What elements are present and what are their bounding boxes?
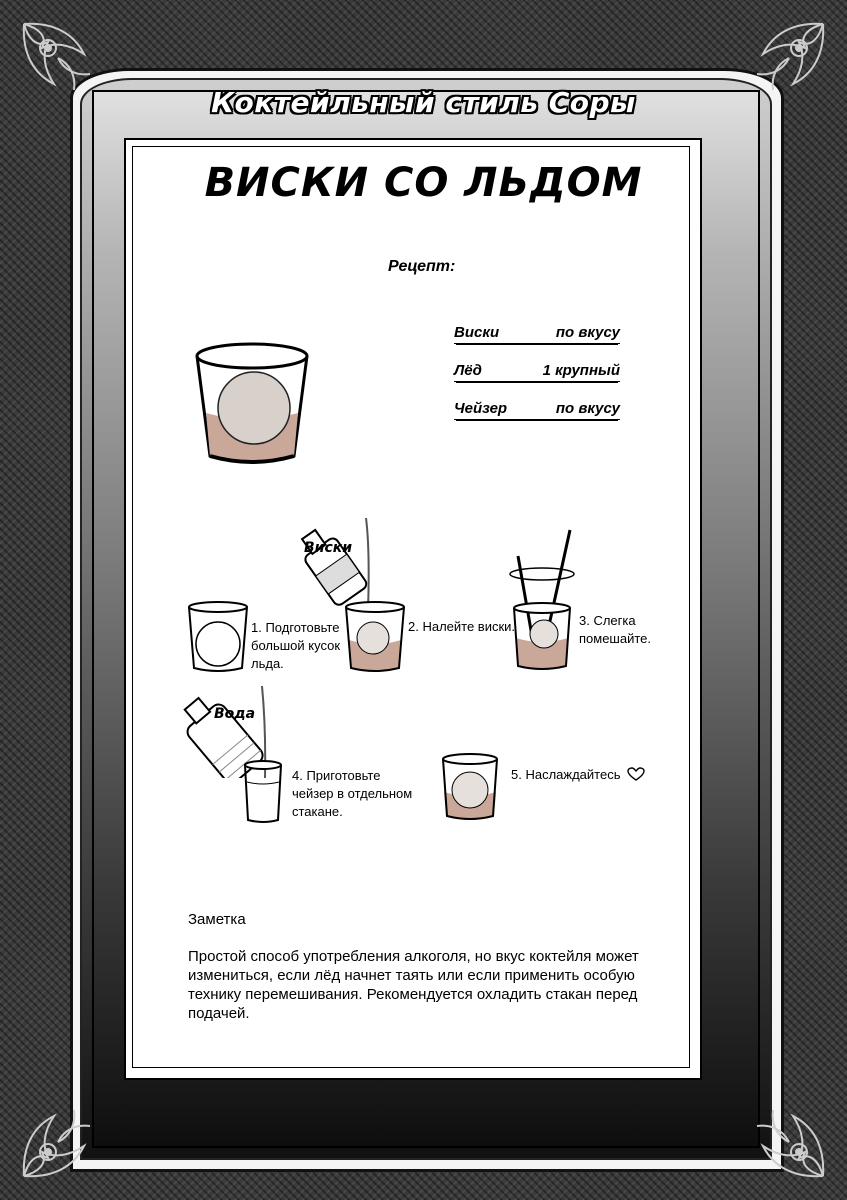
- step5-glass-icon: [440, 752, 500, 822]
- series-title: Коктейльный стиль Соры: [211, 86, 636, 119]
- corner-ornament-icon: [737, 1090, 833, 1186]
- chaser-glass-icon: [243, 760, 283, 824]
- whisky-glass-illustration: [192, 338, 312, 468]
- whisky-bottle-icon: [290, 510, 380, 610]
- ingredient-name: Чейзер: [454, 400, 508, 417]
- step-3-text: 3. Слегка помешайте.: [579, 613, 652, 646]
- step-4-text: 4. Приготовьте чейзер в отдельном стакане.: [292, 768, 413, 819]
- ingredient-amount: по вкусу: [555, 400, 620, 417]
- ingredient-amount: 1 крупный: [542, 362, 620, 379]
- step-5: [511, 766, 661, 784]
- step-2-text: 2. Налейте виски.: [408, 619, 516, 634]
- ingredient-row: [454, 320, 620, 344]
- step3-stirring-glass-icon: [506, 526, 580, 676]
- ingredients-list: [454, 320, 620, 420]
- step-1-text: 1. Подготовьте большой кусок льда.: [251, 620, 341, 671]
- whisky-bottle-label: Виски: [304, 540, 353, 556]
- note-title: Заметка: [188, 911, 246, 928]
- ingredient-amount: по вкусу: [555, 324, 620, 341]
- corner-ornament-icon: [14, 1090, 110, 1186]
- step1-glass-icon: [186, 600, 250, 674]
- recipe-title: ВИСКИ СО ЛЬДОМ: [204, 160, 643, 206]
- ingredient-name: Лёд: [454, 362, 482, 379]
- ingredient-row: [454, 344, 620, 382]
- heart-outline-icon: [627, 767, 645, 781]
- note-text: Простой способ употребления алкоголя, но вкус коктейля может измениться, если лёд начнет таять или если применить особую технику перемешивания. Рекомендуется охладить стакан перед подачей.: [188, 948, 639, 1022]
- ingredient-row: [454, 382, 620, 420]
- step-5-text: 5. Наслаждайтесь: [511, 767, 621, 782]
- ingredient-name: Виски: [454, 324, 500, 341]
- step2-glass-icon: [343, 600, 407, 674]
- recipe-label: Рецепт:: [388, 258, 456, 275]
- water-bottle-label: Вода: [214, 706, 256, 722]
